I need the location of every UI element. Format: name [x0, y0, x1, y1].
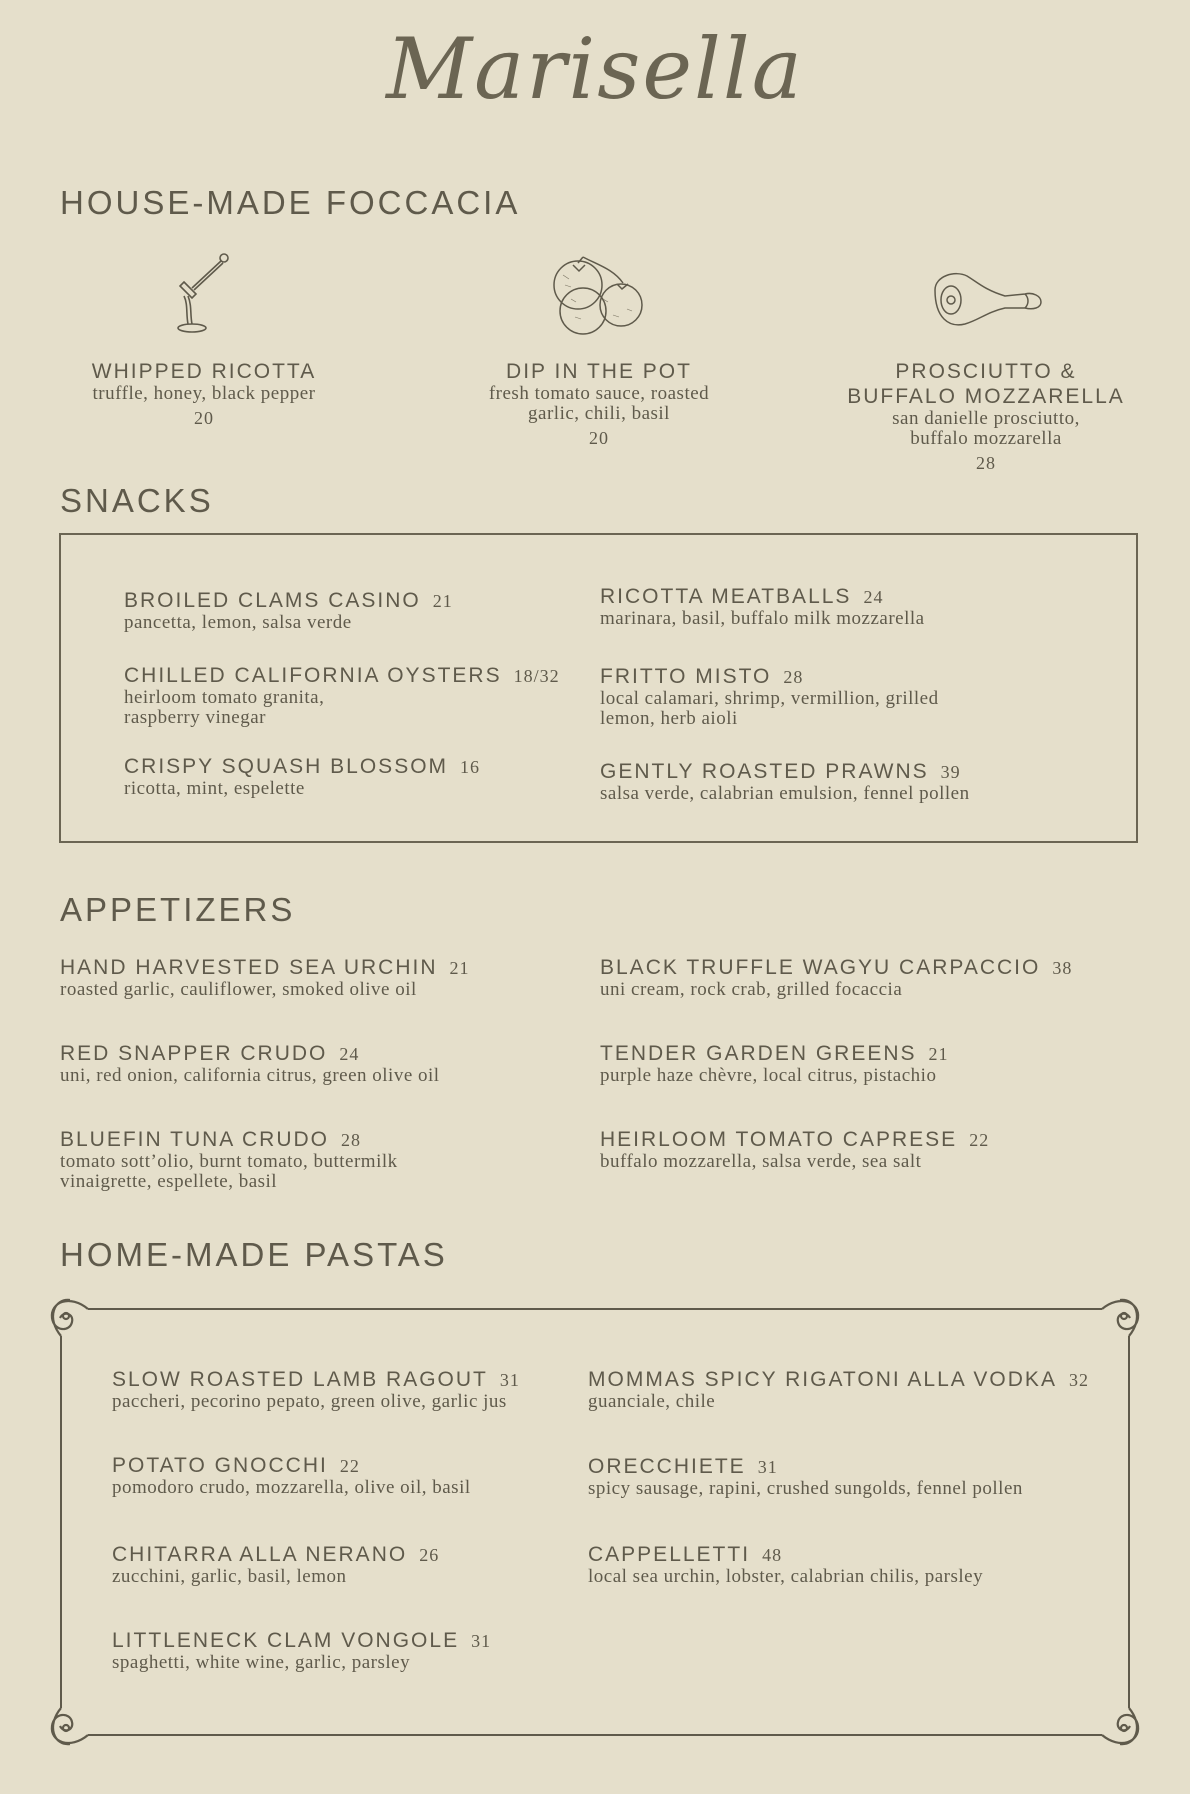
menu-item — [112, 1543, 439, 1587]
item-price: 31 — [757, 1457, 778, 1477]
item-description: garlic, chili, basil — [528, 403, 670, 424]
item-description: ricotta, mint, espelette — [124, 778, 305, 799]
item-price: 20 — [589, 428, 609, 448]
item-name: BUFFALO MOZZARELLA — [847, 385, 1125, 408]
menu-item — [588, 1543, 983, 1587]
item-price: 32 — [1068, 1370, 1089, 1390]
item-description: truffle, honey, black pepper — [92, 383, 316, 404]
item-description: lemon, herb aioli — [600, 708, 738, 729]
item-price: 20 — [194, 408, 214, 428]
menu-item — [60, 1042, 440, 1086]
item-price: 22 — [339, 1456, 360, 1476]
item-name: MOMMAS SPICY RIGATONI ALLA VODKA — [588, 1368, 1057, 1391]
restaurant-logo: Marisella — [386, 20, 804, 118]
item-price: 18/32 — [513, 666, 560, 686]
item-price: 24 — [339, 1044, 360, 1064]
item-description: uni cream, rock crab, grilled focaccia — [600, 979, 903, 1000]
item-description: local calamari, shrimp, vermillion, grilled — [600, 688, 939, 709]
item-price: 28 — [976, 453, 996, 473]
item-description: paccheri, pecorino pepato, green olive, garlic jus — [112, 1391, 507, 1412]
item-name: TENDER GARDEN GREENS — [600, 1042, 917, 1065]
menu-item — [124, 664, 560, 728]
item-price: 21 — [449, 958, 470, 978]
item-description: vinaigrette, espellete, basil — [60, 1171, 278, 1192]
tomatoes-icon — [543, 255, 653, 337]
item-description: local sea urchin, lobster, calabrian chilis, parsley — [588, 1566, 984, 1587]
item-description: pomodoro crudo, mozzarella, olive oil, basil — [112, 1477, 471, 1498]
item-description: spaghetti, white wine, garlic, parsley — [112, 1652, 411, 1673]
menu-item — [124, 755, 480, 799]
honey-dipper-icon — [170, 248, 240, 338]
foccacia-item — [836, 359, 1136, 474]
item-name: FRITTO MISTO — [600, 665, 772, 688]
item-name: PROSCIUTTO & — [895, 360, 1077, 383]
item-name: BROILED CLAMS CASINO — [124, 589, 421, 612]
item-name: BLUEFIN TUNA CRUDO — [60, 1128, 329, 1151]
item-price: 38 — [1052, 958, 1073, 978]
prosciutto-leg-icon — [925, 268, 1045, 338]
menu-item — [600, 1128, 989, 1172]
item-name: DIP IN THE POT — [506, 360, 692, 383]
item-name: HAND HARVESTED SEA URCHIN — [60, 956, 438, 979]
item-description: raspberry vinegar — [124, 707, 266, 728]
item-name: POTATO GNOCCHI — [112, 1454, 328, 1477]
menu-item — [600, 760, 970, 804]
menu-item — [600, 665, 939, 729]
section-title-foccacia: HOUSE-MADE FOCCACIA — [60, 184, 521, 221]
item-name: CHITARRA ALLA NERANO — [112, 1543, 408, 1566]
menu-item — [112, 1454, 471, 1498]
item-name: RICOTTA MEATBALLS — [600, 585, 852, 608]
item-description: zucchini, garlic, basil, lemon — [112, 1566, 347, 1587]
section-title-pastas: HOME-MADE PASTAS — [60, 1236, 448, 1273]
menu-item — [600, 585, 925, 629]
item-description: tomato sott’olio, burnt tomato, buttermilk — [60, 1151, 398, 1172]
menu-item — [600, 956, 1072, 1000]
menu-item — [124, 589, 453, 633]
foccacia-item — [54, 359, 354, 429]
item-price: 24 — [863, 587, 884, 607]
item-description: spicy sausage, rapini, crushed sungolds, fennel pollen — [588, 1478, 1023, 1499]
menu-item — [600, 1042, 949, 1086]
item-description: roasted garlic, cauliflower, smoked olive oil — [60, 979, 417, 1000]
item-name: CHILLED CALIFORNIA OYSTERS — [124, 664, 502, 687]
menu-item — [588, 1368, 1089, 1412]
item-description: uni, red onion, california citrus, green olive oil — [60, 1065, 440, 1086]
item-price: 26 — [419, 1545, 440, 1565]
item-description: fresh tomato sauce, roasted — [488, 383, 710, 404]
item-price: 21 — [432, 591, 453, 611]
item-price: 28 — [340, 1130, 361, 1150]
item-price: 31 — [499, 1370, 520, 1390]
item-name: WHIPPED RICOTTA — [91, 360, 317, 383]
menu-item — [588, 1455, 1023, 1499]
item-name: RED SNAPPER CRUDO — [60, 1042, 328, 1065]
item-description: buffalo mozzarella — [910, 428, 1062, 449]
item-name: CAPPELLETTI — [588, 1543, 751, 1566]
menu-item — [112, 1368, 520, 1412]
item-name: HEIRLOOM TOMATO CAPRESE — [600, 1128, 958, 1151]
item-price: 28 — [783, 667, 804, 687]
section-title-snacks: SNACKS — [60, 482, 214, 519]
item-name: LITTLENECK CLAM VONGOLE — [112, 1629, 460, 1652]
item-description: guanciale, chile — [588, 1391, 716, 1412]
item-price: 21 — [928, 1044, 949, 1064]
item-description: pancetta, lemon, salsa verde — [124, 612, 352, 633]
item-name: SLOW ROASTED LAMB RAGOUT — [112, 1368, 488, 1391]
item-description: purple haze chèvre, local citrus, pistachio — [600, 1065, 937, 1086]
menu-item — [60, 956, 470, 1000]
menu-item — [60, 1128, 398, 1192]
item-name: BLACK TRUFFLE WAGYU CARPACCIO — [600, 956, 1041, 979]
item-price: 31 — [471, 1631, 492, 1651]
item-description: heirloom tomato granita, — [124, 687, 325, 708]
item-price: 22 — [969, 1130, 990, 1150]
item-description: san danielle prosciutto, — [892, 408, 1080, 429]
item-price: 48 — [762, 1545, 783, 1565]
item-description: salsa verde, calabrian emulsion, fennel pollen — [600, 783, 970, 804]
item-name: CRISPY SQUASH BLOSSOM — [124, 755, 449, 778]
item-price: 39 — [940, 762, 961, 782]
item-description: buffalo mozzarella, salsa verde, sea salt — [600, 1151, 922, 1172]
section-title-appetizers: APPETIZERS — [60, 891, 296, 928]
menu-item — [112, 1629, 491, 1673]
foccacia-item — [449, 359, 749, 449]
item-price: 16 — [460, 757, 481, 777]
item-name: GENTLY ROASTED PRAWNS — [600, 760, 929, 783]
item-description: marinara, basil, buffalo milk mozzarella — [600, 608, 925, 629]
item-name: ORECCHIETE — [588, 1455, 746, 1478]
ornate-frame — [40, 1288, 1150, 1758]
